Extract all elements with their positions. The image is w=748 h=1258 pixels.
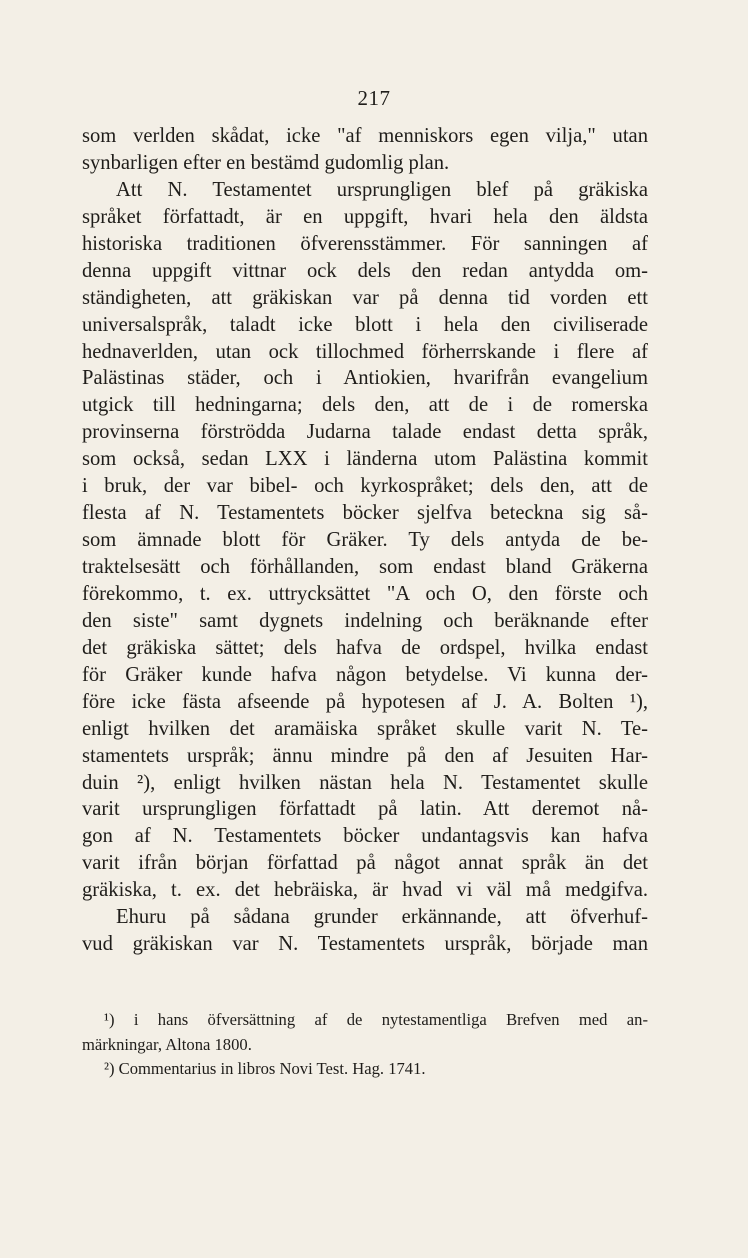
- text-line: enligt hvilken det aramäiska språket skulle varit N. Te-: [82, 717, 648, 740]
- text-line: varit ifrån början författad på något annat språk än det: [82, 852, 648, 875]
- text-line: Att N. Testamentet ursprungligen blef på gräkiska: [116, 178, 648, 201]
- text-line: ständigheten, att gräkiskan var på denna tid vorden ett: [82, 286, 648, 309]
- text-line: före icke fästa afseende på hypotesen af J. A. Bolten ¹),: [82, 690, 648, 713]
- text-line: universalspråk, taladt icke blott i hela den civiliserade: [82, 313, 648, 336]
- text-line: i bruk, der var bibel- och kyrkospråket; dels den, att de: [82, 475, 648, 498]
- text-line: som verlden skådat, icke "af menniskors egen vilja," utan: [82, 125, 648, 147]
- text-line: gräkiska, t. ex. det hebräiska, är hvad vi väl må medgifva.: [82, 879, 648, 902]
- footnotes: [82, 1008, 648, 1082]
- text-line: synbarligen efter en bestämd gudomlig plan.: [82, 151, 450, 174]
- text-line: som ämnade blott för Gräker. Ty dels antyda de be-: [82, 529, 648, 552]
- text-line: vud gräkiskan var N. Testamentets urspråk, började man: [82, 933, 648, 956]
- text-line: hednaverlden, utan ock tillochmed förherrskande i flere af: [82, 340, 648, 363]
- text-line: för Gräker kunde hafva någon betydelse. Vi kunna der-: [82, 663, 648, 686]
- text-line: förekommo, t. ex. uttrycksättet "A och O, den förste och: [82, 582, 648, 605]
- text-line: flesta af N. Testamentets böcker sjelfva beteckna sig så-: [82, 502, 648, 525]
- text-line: gon af N. Testamentets böcker undantagsvis kan hafva: [82, 825, 648, 848]
- text-line: stamentets urspråk; ännu mindre på den af Jesuiten Har-: [82, 744, 648, 767]
- text-line: Palästinas städer, och i Antiokien, hvarifrån evangelium: [82, 367, 648, 390]
- text-line: Ehuru på sådana grunder erkännande, att öfverhuf-: [116, 906, 648, 929]
- text-line: språket författadt, är en uppgift, hvari hela den äldsta: [82, 205, 648, 228]
- footnote-line: ¹) i hans öfversättning af de nytestamentliga Brefven med an-: [104, 1010, 648, 1029]
- footnote-line: ²) Commentarius in libros Novi Test. Hag. 1741.: [104, 1059, 426, 1078]
- text-line: den siste" samt dygnets indelning och beräknande efter: [82, 609, 648, 632]
- text-line: utgick till hedningarna; dels den, att de i de romerska: [82, 394, 648, 417]
- text-line: historiska traditionen öfverensstämmer. För sanningen af: [82, 232, 648, 255]
- text-line: det gräkiska sättet; dels hafva de ordspel, hvilka endast: [82, 636, 648, 659]
- text-line: som också, sedan LXX i länderna utom Palästina kommit: [82, 448, 648, 471]
- text-line: provinserna förströdda Judarna talade endast detta språk,: [82, 421, 648, 444]
- footnote-line: märkningar, Altona 1800.: [82, 1034, 252, 1054]
- text-line: varit ursprungligen författadt på latin. Att deremot nå-: [82, 798, 648, 821]
- text-line: duin ²), enligt hvilken nästan hela N. Testamentet skulle: [82, 771, 648, 794]
- text-line: denna uppgift vittnar ock dels den redan antydda om-: [82, 259, 648, 282]
- body-text: [82, 123, 648, 958]
- text-line: traktelsesätt och förhållanden, som endast bland Gräkerna: [82, 556, 648, 578]
- page-number: 217: [357, 86, 391, 110]
